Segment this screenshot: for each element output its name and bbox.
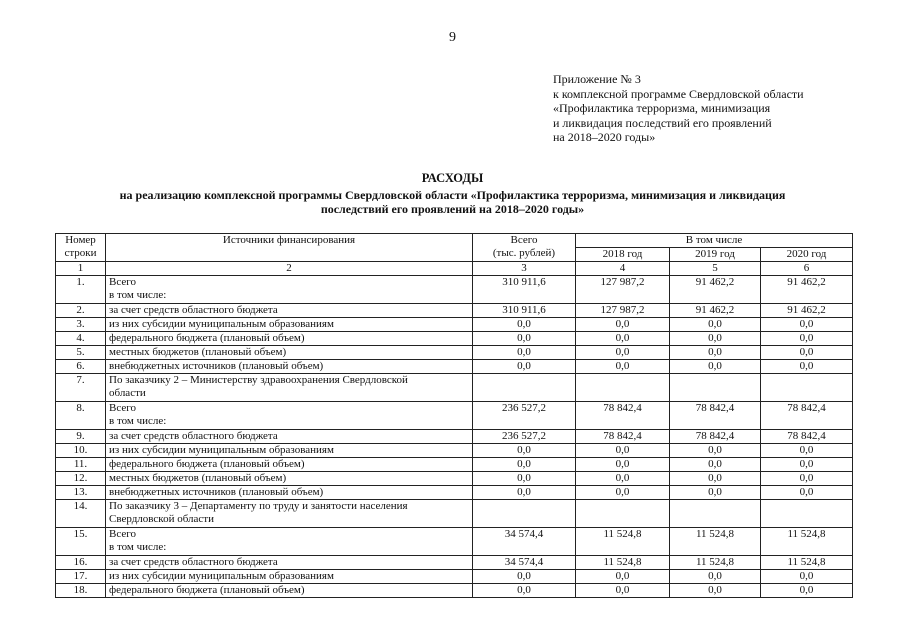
row-number-cell: 9. — [56, 430, 106, 444]
source-line: в том числе: — [109, 415, 167, 427]
row-number-cell: 1. — [56, 276, 106, 304]
table-body — [56, 276, 853, 598]
source-cell — [106, 276, 473, 304]
source-cell — [106, 528, 473, 556]
column-number: 5 — [670, 262, 761, 276]
appendix-note — [553, 72, 898, 145]
source-line: в том числе: — [109, 289, 167, 301]
table-row — [56, 430, 853, 444]
y2020-cell — [761, 374, 853, 402]
column-number: 6 — [761, 262, 853, 276]
column-number: 4 — [576, 262, 670, 276]
source-cell — [106, 472, 473, 486]
source-line: Свердловской области — [109, 513, 214, 525]
subtitle-line: на реализацию комплексной программы Свердловской области «Профилактика терроризма, минимизация и ликвидация — [119, 188, 786, 202]
y2020-cell: 0,0 — [761, 472, 853, 486]
appendix-line: Приложение № 3 — [553, 72, 641, 86]
y2019-cell: 0,0 — [670, 584, 761, 598]
header-2020: 2020 год — [761, 248, 853, 262]
header-total-line: (тыс. рублей) — [492, 247, 556, 259]
y2018-cell — [576, 374, 670, 402]
source-cell — [106, 500, 473, 528]
appendix-line: «Профилактика терроризма, минимизация — [553, 101, 771, 115]
y2020-cell: 0,0 — [761, 584, 853, 598]
source-cell — [106, 360, 473, 374]
table-row — [56, 402, 853, 430]
header-total-line: Всего — [510, 234, 538, 246]
appendix-line: на 2018–2020 годы» — [553, 130, 656, 144]
table-row — [56, 472, 853, 486]
y2018-cell: 0,0 — [576, 318, 670, 332]
total-cell: 0,0 — [473, 584, 576, 598]
column-number: 3 — [473, 262, 576, 276]
row-number-cell: 3. — [56, 318, 106, 332]
row-number-cell: 2. — [56, 304, 106, 318]
y2018-cell: 0,0 — [576, 472, 670, 486]
source-line: Всего — [109, 402, 136, 414]
y2019-cell: 0,0 — [670, 486, 761, 500]
y2019-cell: 0,0 — [670, 458, 761, 472]
y2018-cell: 127 987,2 — [576, 276, 670, 304]
y2018-cell: 0,0 — [576, 346, 670, 360]
total-cell — [473, 374, 576, 402]
header-total — [473, 234, 576, 262]
y2019-cell: 0,0 — [670, 570, 761, 584]
table-row — [56, 500, 853, 528]
source-line: из них субсидии муниципальным образованиям — [109, 444, 334, 456]
y2019-cell: 0,0 — [670, 332, 761, 346]
table-row — [56, 332, 853, 346]
header-2018: 2018 год — [576, 248, 670, 262]
source-line: местных бюджетов (плановый объем) — [109, 472, 287, 484]
total-cell: 0,0 — [473, 318, 576, 332]
source-cell — [106, 556, 473, 570]
y2018-cell — [576, 500, 670, 528]
header-sources: Источники финансирования — [106, 234, 473, 262]
table-row — [56, 486, 853, 500]
row-number-cell: 5. — [56, 346, 106, 360]
source-cell — [106, 458, 473, 472]
table-row — [56, 346, 853, 360]
total-cell: 34 574,4 — [473, 556, 576, 570]
y2020-cell: 0,0 — [761, 360, 853, 374]
y2019-cell: 0,0 — [670, 346, 761, 360]
y2019-cell — [670, 374, 761, 402]
y2019-cell: 0,0 — [670, 444, 761, 458]
y2020-cell: 0,0 — [761, 570, 853, 584]
source-line: за счет средств областного бюджета — [109, 556, 278, 568]
source-cell — [106, 402, 473, 430]
document-title: РАСХОДЫ — [421, 171, 484, 185]
source-cell — [106, 430, 473, 444]
y2018-cell: 78 842,4 — [576, 430, 670, 444]
source-line: федерального бюджета (плановый объем) — [109, 584, 305, 596]
y2018-cell: 0,0 — [576, 570, 670, 584]
total-cell — [473, 500, 576, 528]
table-header — [56, 234, 853, 276]
table-row — [56, 458, 853, 472]
appendix-line: и ликвидация последствий его проявлений — [553, 115, 772, 130]
source-cell — [106, 346, 473, 360]
source-cell — [106, 584, 473, 598]
y2018-cell: 127 987,2 — [576, 304, 670, 318]
source-line: области — [109, 387, 146, 399]
y2019-cell: 91 462,2 — [670, 276, 761, 304]
y2020-cell — [761, 500, 853, 528]
row-number-cell: 11. — [56, 458, 106, 472]
y2020-cell: 0,0 — [761, 346, 853, 360]
source-line: федерального бюджета (плановый объем) — [109, 332, 305, 344]
table-row — [56, 304, 853, 318]
source-cell — [106, 570, 473, 584]
y2019-cell: 0,0 — [670, 360, 761, 374]
source-line: По заказчику 2 – Министерству здравоохранения Свердловской — [109, 374, 408, 386]
subtitle-line: последствий его проявлений на 2018–2020 годы» — [320, 202, 585, 216]
y2019-cell: 11 524,8 — [670, 556, 761, 570]
y2019-cell: 78 842,4 — [670, 430, 761, 444]
expenses-table — [55, 233, 853, 598]
source-line: Всего — [109, 528, 136, 540]
y2020-cell: 0,0 — [761, 486, 853, 500]
table-row — [56, 276, 853, 304]
source-line: внебюджетных источников (плановый объем) — [109, 486, 324, 498]
y2020-cell: 11 524,8 — [761, 528, 853, 556]
y2020-cell: 91 462,2 — [761, 304, 853, 318]
y2020-cell: 78 842,4 — [761, 402, 853, 430]
row-number-cell: 10. — [56, 444, 106, 458]
source-cell — [106, 444, 473, 458]
column-number: 2 — [106, 262, 473, 276]
source-line: Всего — [109, 276, 136, 288]
source-cell — [106, 374, 473, 402]
y2020-cell: 0,0 — [761, 458, 853, 472]
y2018-cell: 11 524,8 — [576, 528, 670, 556]
header-row-number-line: Номер — [65, 234, 96, 246]
row-number-cell: 17. — [56, 570, 106, 584]
source-line: из них субсидии муниципальным образованиям — [109, 318, 334, 330]
total-cell: 0,0 — [473, 472, 576, 486]
table-row — [56, 360, 853, 374]
header-2019: 2019 год — [670, 248, 761, 262]
y2018-cell: 0,0 — [576, 332, 670, 346]
y2018-cell: 11 524,8 — [576, 556, 670, 570]
table-row — [56, 556, 853, 570]
y2019-cell: 0,0 — [670, 472, 761, 486]
y2020-cell: 0,0 — [761, 332, 853, 346]
y2020-cell: 78 842,4 — [761, 430, 853, 444]
total-cell: 0,0 — [473, 486, 576, 500]
y2019-cell: 91 462,2 — [670, 304, 761, 318]
source-cell — [106, 332, 473, 346]
y2018-cell: 0,0 — [576, 444, 670, 458]
total-cell: 236 527,2 — [473, 430, 576, 444]
appendix-line: к комплексной программе Свердловской области — [553, 86, 804, 101]
total-cell: 0,0 — [473, 360, 576, 374]
row-number-cell: 14. — [56, 500, 106, 528]
source-line: По заказчику 3 – Департаменту по труду и занятости населения — [109, 500, 408, 512]
header-row-number-line: строки — [64, 247, 97, 259]
y2019-cell: 78 842,4 — [670, 402, 761, 430]
table-row — [56, 584, 853, 598]
y2018-cell: 78 842,4 — [576, 402, 670, 430]
total-cell: 236 527,2 — [473, 402, 576, 430]
y2020-cell: 11 524,8 — [761, 556, 853, 570]
y2019-cell: 0,0 — [670, 318, 761, 332]
source-line: из них субсидии муниципальным образованиям — [109, 570, 334, 582]
row-number-cell: 7. — [56, 374, 106, 402]
y2018-cell: 0,0 — [576, 360, 670, 374]
row-number-cell: 4. — [56, 332, 106, 346]
y2020-cell: 0,0 — [761, 444, 853, 458]
y2020-cell: 0,0 — [761, 318, 853, 332]
table-row — [56, 528, 853, 556]
row-number-cell: 15. — [56, 528, 106, 556]
total-cell: 34 574,4 — [473, 528, 576, 556]
y2019-cell — [670, 500, 761, 528]
table-row — [56, 444, 853, 458]
row-number-cell: 8. — [56, 402, 106, 430]
y2018-cell: 0,0 — [576, 584, 670, 598]
total-cell: 0,0 — [473, 332, 576, 346]
source-cell — [106, 304, 473, 318]
header-including: В том числе — [576, 234, 853, 248]
row-number-cell: 12. — [56, 472, 106, 486]
row-number-cell: 6. — [56, 360, 106, 374]
total-cell: 310 911,6 — [473, 276, 576, 304]
y2020-cell: 91 462,2 — [761, 276, 853, 304]
total-cell: 0,0 — [473, 570, 576, 584]
total-cell: 0,0 — [473, 346, 576, 360]
y2018-cell: 0,0 — [576, 486, 670, 500]
column-number: 1 — [56, 262, 106, 276]
row-number-cell: 16. — [56, 556, 106, 570]
source-line: за счет средств областного бюджета — [109, 304, 278, 316]
table-row — [56, 374, 853, 402]
total-cell: 310 911,6 — [473, 304, 576, 318]
source-line: за счет средств областного бюджета — [109, 430, 278, 442]
source-line: местных бюджетов (плановый объем) — [109, 346, 287, 358]
source-line: в том числе: — [109, 541, 167, 553]
row-number-cell: 13. — [56, 486, 106, 500]
table-row — [56, 318, 853, 332]
source-line: федерального бюджета (плановый объем) — [109, 458, 305, 470]
page-number: 9 — [449, 30, 456, 45]
row-number-cell: 18. — [56, 584, 106, 598]
source-cell — [106, 318, 473, 332]
source-line: внебюджетных источников (плановый объем) — [109, 360, 324, 372]
y2018-cell: 0,0 — [576, 458, 670, 472]
source-cell — [106, 486, 473, 500]
total-cell: 0,0 — [473, 444, 576, 458]
y2019-cell: 11 524,8 — [670, 528, 761, 556]
table-row — [56, 570, 853, 584]
header-row-number — [56, 234, 106, 262]
total-cell: 0,0 — [473, 458, 576, 472]
document-subtitle — [60, 188, 845, 216]
